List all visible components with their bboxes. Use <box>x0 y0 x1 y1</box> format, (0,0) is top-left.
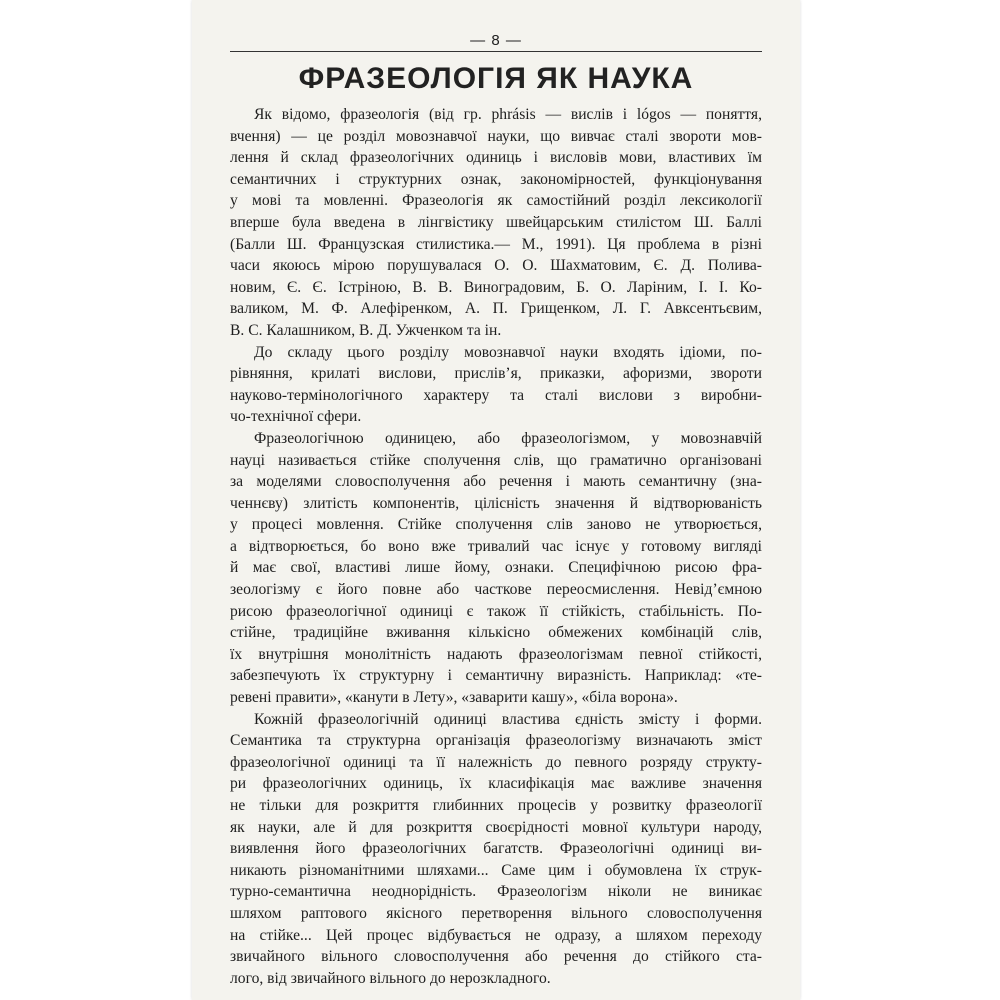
text-line: турно-семантична неоднорідність. Фразеологізм ніколи не виникає <box>230 883 762 901</box>
text-line: чо-технічної сфери. <box>230 408 362 426</box>
page-title: ФРАЗЕОЛОГІЯ ЯК НАУКА <box>298 62 694 95</box>
text-line: вперше була введена в лінгвістику швейцарським стилістом Ш. Баллі <box>230 213 762 231</box>
paragraph <box>230 104 762 342</box>
text-line: рисою фразеологічної одиниці є також її стійкість, стабільність. По- <box>230 602 762 620</box>
text-line: валиком, М. Ф. Алефіренком, А. П. Грищенком, Л. Г. Авксентьєвим, <box>230 300 762 318</box>
text-line: фразеологічної одиниці та її належність до певного розряду структу- <box>230 753 762 771</box>
text-line: Кожній фразеологічній одиниці властива єдність змісту і форми. <box>254 710 762 728</box>
text-line: шляхом раптового якісного перетворення вільного словосполучення <box>230 904 762 922</box>
paragraph <box>230 342 762 428</box>
text-line: не тільки для розкриття глибинних процесів у розвитку фразеології <box>230 797 762 814</box>
text-line: за моделями словосполучення або речення і мають семантичну (зна- <box>230 473 762 491</box>
text-line: Фразеологічною одиницею, або фразеологізмом, у мовознавчій <box>254 429 762 447</box>
text-line: часи якоюсь мірою порушувалася О. О. Шахматовим, Є. Д. Полива- <box>230 257 762 275</box>
text-line: Як відомо, фразеологія (від гр. phrásis — вислів і lógos — поняття, <box>254 106 762 123</box>
body-text <box>230 104 762 989</box>
text-line: ченнєву) злитість компонентів, цілісність значення й відтворюваність <box>230 494 762 512</box>
text-line: й має свої, властиві лише йому, ознаки. Специфічною рисою фра- <box>230 559 762 577</box>
text-line: їх внутрішня монолітність надають фразеологізмам певної стійкості, <box>230 645 762 663</box>
text-line: никають різноманітними шляхами... Саме цим і обумовлена їх струк- <box>230 861 762 879</box>
text-line: а відтворюється, бо воно вже тривалий час існує у готовому вигляді <box>230 537 762 555</box>
text-line: стійне, традиційне вживання кількісно обмежених комбінацій слів, <box>230 624 762 642</box>
text-line: звичайного вільного словосполучення або речення до стійкого ста- <box>230 948 762 966</box>
text-line: забезпечують їх структурну і семантичну виразність. Наприклад: «те- <box>230 667 762 685</box>
book-page <box>192 0 800 1000</box>
text-line: рівняння, крилаті вислови, прислів’я, приказки, афоризми, звороти <box>230 365 762 383</box>
paragraph <box>230 428 762 709</box>
text-line: В. С. Калашником, В. Д. Ужченком та ін. <box>230 321 502 339</box>
page-number: — 8 — <box>470 32 522 49</box>
text-line: Семантика та структурна організація фразеологізму визначають зміст <box>230 732 762 750</box>
text-line: семантичних і структурних ознак, закономірностей, функціонування <box>230 170 762 188</box>
page-header <box>230 30 762 52</box>
text-line: як науки, але й для розкриття своєрідності мовної культури народу, <box>230 818 762 836</box>
text-line: новим, Є. Є. Істріною, В. В. Виноградовим, Б. О. Ларіним, І. І. Ко- <box>230 278 762 296</box>
text-line: До складу цього розділу мовознавчої науки входять ідіоми, по- <box>254 343 762 361</box>
text-line: у процесі мовлення. Стійке сполучення слів заново не утворюється, <box>230 516 762 534</box>
text-line: виявлення його фразеологічних багатств. Фразеологічні одиниці ви- <box>230 840 762 858</box>
text-line: науково-термінологічного характеру та сталі вислови з виробни- <box>230 386 762 404</box>
text-line: ревені правити», «канути в Лету», «заварити кашу», «біла ворона». <box>230 689 678 707</box>
text-line: вчення) — це розділ мовознавчої науки, що вивчає сталі звороти мов- <box>230 127 762 145</box>
paragraph <box>230 709 762 990</box>
text-line: у мові та мовленні. Фразеологія як самостійний розділ лексикології <box>230 192 762 210</box>
text-line: лення й склад фразеологічних одиниць і висловів мови, властивих їм <box>230 149 762 167</box>
header-rule <box>230 51 762 52</box>
text-line: науці називається стійке сполучення слів, що граматично організовані <box>230 451 762 469</box>
text-line: зеологізму є його повне або часткове переосмислення. Невід’ємною <box>230 581 762 599</box>
text-line: на стійке... Цей процес відбувається не одразу, а шляхом переходу <box>230 926 762 944</box>
text-line: (Балли Ш. Французская стилистика.— М., 1991). Ця проблема в різні <box>230 235 762 253</box>
text-line: лого, від звичайного вільного до нерозкладного. <box>230 969 551 987</box>
text-line: ри фразеологічних одиниць, їх класифікація має важливе значення <box>230 775 762 793</box>
